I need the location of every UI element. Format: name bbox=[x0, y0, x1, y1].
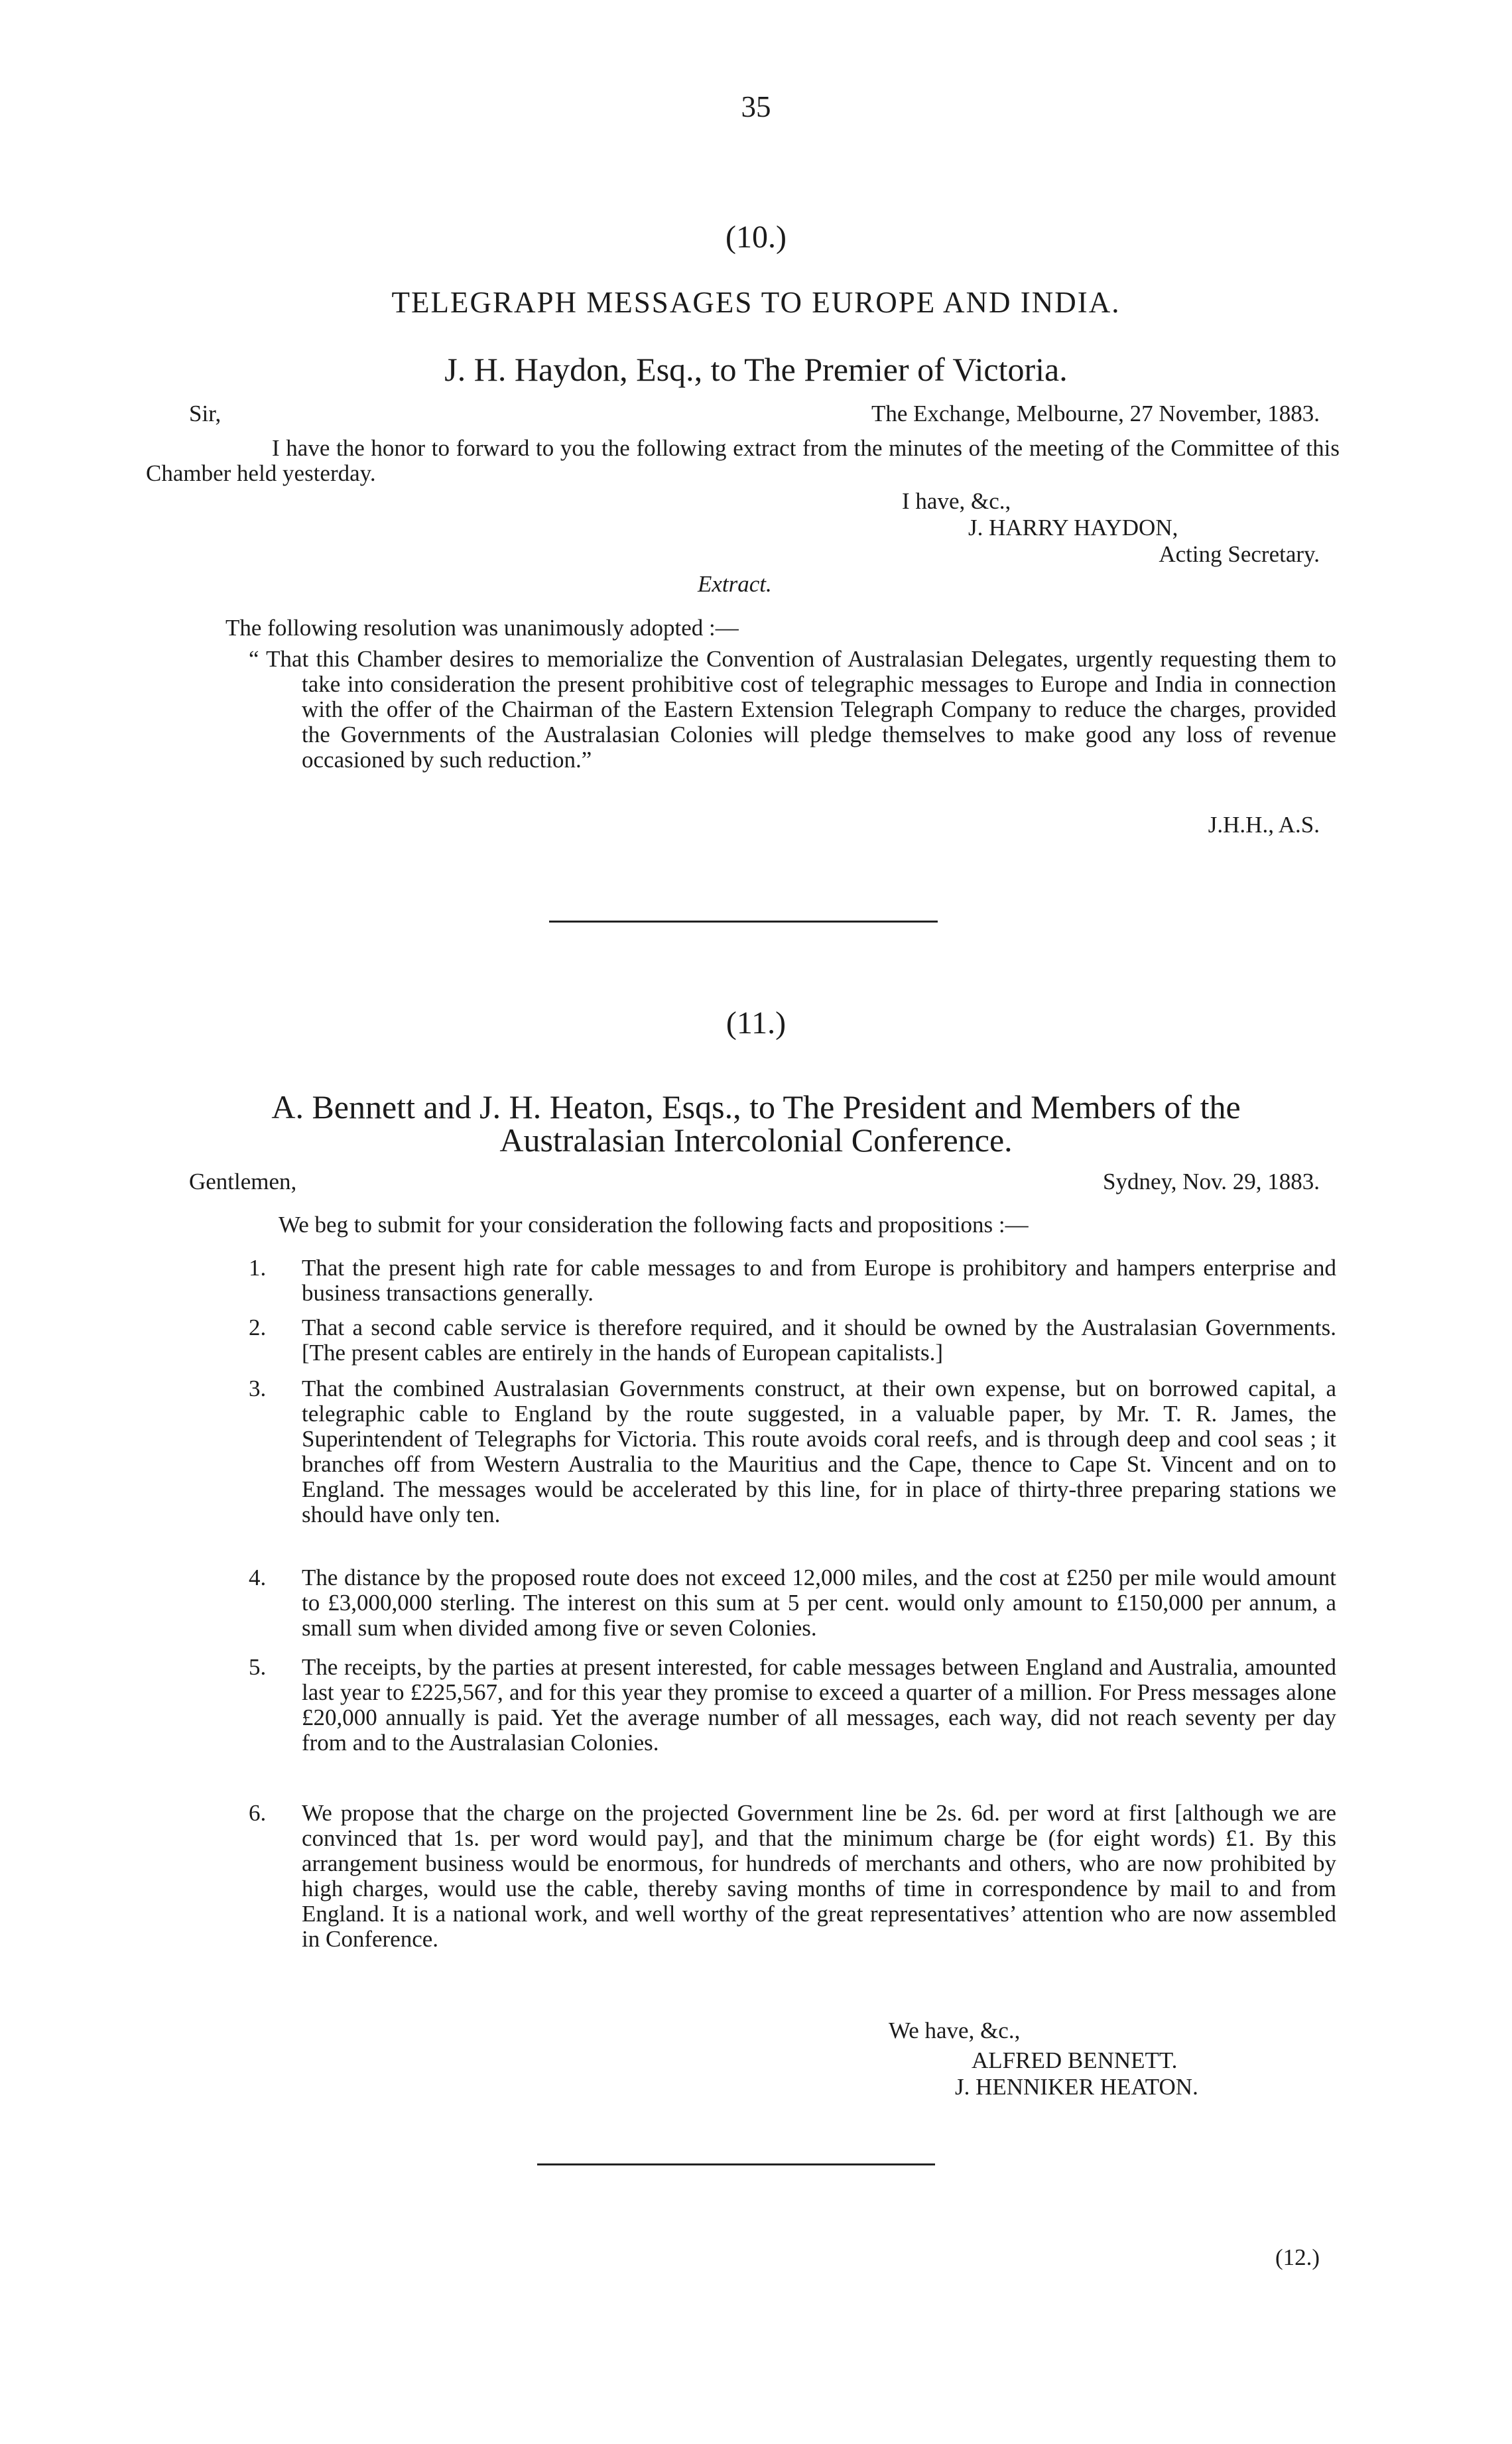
resolution-text: “ That this Chamber desires to memorialize the Convention of Australasian Delegates, urgently requesting them to take into consideration the present prohibitive cost of telegraphic messages to Europe and India in connection with the offer of the Chairman of the Eastern Extension Telegraph Company to reduce the charges, provided the Governments of the Australasian Colonies will pledge themselves to make good any loss of revenue occasioned by such reduction.” bbox=[249, 646, 1336, 773]
list-item-number: 3. bbox=[249, 1376, 267, 1401]
section-10-body: I have the honor to forward to you the following extract from the minutes of the meeting of the Committee of this Chamber held yesterday. bbox=[146, 435, 1340, 486]
section-11-subtitle-line2: Australasian Intercolonial Conference. bbox=[499, 1122, 1013, 1159]
section-11-closing: We have, &c., bbox=[889, 2018, 1021, 2043]
list-item-number: 6. bbox=[249, 1800, 267, 1826]
list-item-text: We propose that the charge on the projected Government line be 2s. 6d. per word at first [although we are convinced that 1s. per word would pay], and that the minimum charge be (for eight words) £1. By this arrangement business would be enormous, for hundreds of merchants and others, who are now prohibited by high charges, would use the cable, thereby saving months of time in correspondence by mail to and from England. It is a national work, and well worthy of the great representatives’ attention who are now assembled in Conference. bbox=[302, 1800, 1336, 1952]
section-10-signer-title: Acting Secretary. bbox=[1159, 541, 1320, 567]
list-item bbox=[249, 1376, 1336, 1527]
section-10-closing: I have, &c., bbox=[902, 488, 1011, 514]
section-11-intro: We beg to submit for your consideration the following facts and propositions :— bbox=[279, 1212, 1029, 1238]
section-11-dateline: Sydney, Nov. 29, 1883. bbox=[1103, 1169, 1320, 1194]
section-11-subtitle-line1: A. Bennett and J. H. Heaton, Esqs., to The President and Members of the bbox=[271, 1088, 1241, 1126]
list-item bbox=[249, 1565, 1336, 1641]
extract-intro: The following resolution was unanimously adopted :— bbox=[225, 615, 739, 641]
section-11-salutation: Gentlemen, bbox=[189, 1169, 297, 1194]
section-11-signer-2: J. HENNIKER HEATON. bbox=[955, 2074, 1198, 2100]
next-section-marker: (12.) bbox=[1275, 2244, 1320, 2270]
page-number: 35 bbox=[741, 90, 771, 123]
list-item-text: The distance by the proposed route does not exceed 12,000 miles, and the cost at £250 per mile would amount to £3,000,000 sterling. The interest on this sum at 5 per cent. would only amount to £150,000 per annum, a small sum when divided among five or seven Colonies. bbox=[302, 1565, 1336, 1641]
list-item bbox=[249, 1255, 1336, 1306]
list-item-text: The receipts, by the parties at present interested, for cable messages between England and Australia, amounted last year to £225,567, and for this year they promise to exceed a quarter of a million. For Press messages alone £20,000 annually is paid. Yet the average number of all messages, each way, did not reach seventy per day from and to the Australasian Colonies. bbox=[302, 1654, 1336, 1756]
extract-heading: Extract. bbox=[698, 571, 772, 597]
list-item bbox=[249, 1315, 1336, 1366]
section-10-subtitle: J. H. Haydon, Esq., to The Premier of Victoria. bbox=[444, 351, 1068, 388]
list-item-text: That a second cable service is therefore required, and it should be owned by the Australasian Governments. [The present cables are entirely in the hands of European capitalists.] bbox=[302, 1315, 1336, 1366]
section-11-number: (11.) bbox=[725, 1005, 787, 1041]
list-item-number: 5. bbox=[249, 1654, 267, 1680]
list-item-text: That the present high rate for cable messages to and from Europe is prohibitory and hampers enterprise and business transactions generally. bbox=[302, 1255, 1336, 1306]
resolution-initials: J.H.H., A.S. bbox=[1208, 812, 1320, 838]
section-divider bbox=[549, 921, 938, 923]
list-item bbox=[249, 1655, 1336, 1756]
section-11-signer-1: ALFRED BENNETT. bbox=[972, 2047, 1178, 2073]
section-10-number: (10.) bbox=[725, 220, 787, 255]
list-item-number: 4. bbox=[249, 1565, 267, 1590]
list-item-text: That the combined Australasian Governments construct, at their own expense, but on borrowed capital, a telegraphic cable to England by the route suggested, in a valuable paper, by Mr. T. R. James, the Superintendent of Telegraphs for Victoria. This route avoids coral reefs, and is through deep and cool seas ; it branches off from Western Australia to the Mauritius and the Cape, thence to Cape St. Vincent and on to England. The messages would be accelerated by this line, for in place of thirty-three preparing stations we should have only ten. bbox=[302, 1376, 1336, 1527]
section-10-salutation: Sir, bbox=[189, 401, 221, 426]
section-10-signer: J. HARRY HAYDON, bbox=[968, 515, 1178, 541]
list-item-number: 1. bbox=[249, 1255, 267, 1281]
list-item bbox=[249, 1801, 1336, 1952]
section-10-title: TELEGRAPH MESSAGES TO EUROPE AND INDIA. bbox=[391, 286, 1121, 319]
section-divider bbox=[537, 2163, 935, 2165]
section-10-dateline: The Exchange, Melbourne, 27 November, 1883. bbox=[871, 401, 1320, 426]
list-item-number: 2. bbox=[249, 1315, 267, 1340]
